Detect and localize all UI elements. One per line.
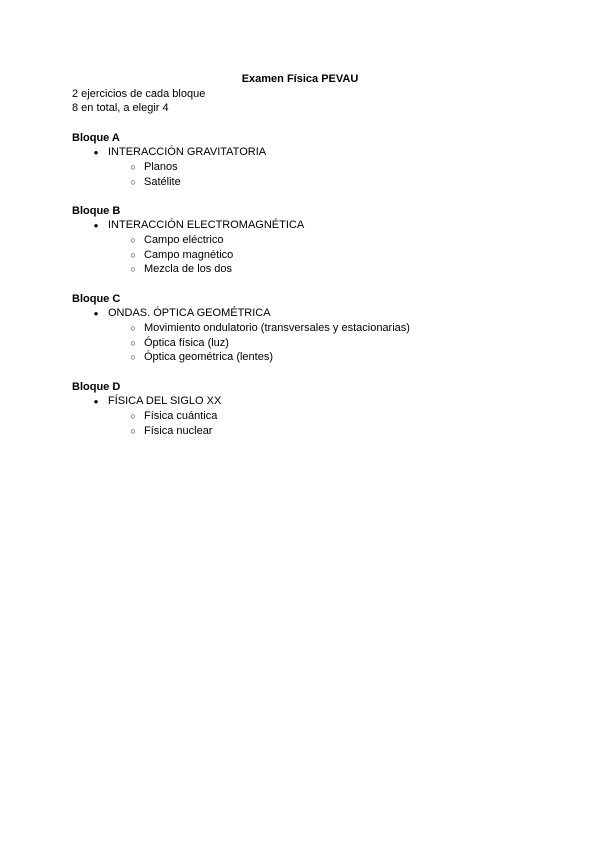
subtopic-label: Planos [144,161,178,173]
circle-bullet-icon: ○ [130,176,136,187]
intro-text [72,87,205,115]
subtopic-item [72,424,221,439]
subtopic-label: Física nuclear [144,424,213,437]
topic-item [72,145,266,160]
subtopic-item [72,262,304,277]
circle-bullet-icon: ○ [130,235,136,245]
subtopic-label: Satélite [144,175,181,188]
circle-bullet-icon: ○ [130,337,136,348]
subtopic-label: Física cuántica [144,410,218,422]
block-heading: Bloque C [72,293,121,305]
disc-bullet-icon: ● [93,397,99,406]
block-heading: Bloque D [72,381,121,393]
circle-bullet-icon: ○ [130,264,136,275]
block-a [72,131,266,189]
intro-line: 2 ejercicios de cada bloque [72,88,206,100]
subtopic-label: Campo eléctrico [144,234,224,246]
topic-item [72,306,410,321]
topic-label: INTERACCIÓN ELECTROMAGNÉTICA [108,219,305,231]
topic-item [72,218,304,233]
subtopic-item [72,248,304,263]
topic-label: FÍSICA DEL SIGLO XX [108,395,222,407]
subtopic-item [72,409,221,424]
circle-bullet-icon: ○ [130,352,136,363]
subtopic-label: Óptica geométrica (lentes) [144,351,273,364]
disc-bullet-icon: ● [93,309,99,318]
disc-bullet-icon: ● [93,221,99,230]
topic-item [72,394,221,409]
subtopic-label: Movimiento ondulatorio (transversales y estacionarias) [144,322,410,334]
subtopic-item [72,321,410,336]
subtopic-item [72,233,304,248]
circle-bullet-icon: ○ [130,411,136,421]
block-heading: Bloque B [72,205,121,217]
subtopic-label: Campo magnético [144,248,234,261]
topic-label: ONDAS. ÓPTICA GEOMÉTRICA [108,307,271,319]
block-d [72,380,221,438]
topic-label: INTERACCIÓN GRAVITATORIA [108,146,267,158]
document-title: Examen Física PEVAU [241,73,359,85]
subtopic-item [72,175,266,190]
circle-bullet-icon: ○ [130,425,136,436]
subtopic-label: Mezcla de los dos [144,263,233,276]
subtopic-item [72,160,266,175]
subtopic-label: Óptica física (luz) [144,336,229,349]
disc-bullet-icon: ● [93,148,99,157]
circle-bullet-icon: ○ [130,249,136,260]
circle-bullet-icon: ○ [130,323,136,333]
block-heading: Bloque A [72,132,120,144]
subtopic-item [72,336,410,351]
block-c [72,292,410,365]
intro-line: 8 en total, a elegir 4 [72,102,169,114]
block-b [72,204,304,277]
subtopic-item [72,350,410,365]
circle-bullet-icon: ○ [130,162,136,172]
